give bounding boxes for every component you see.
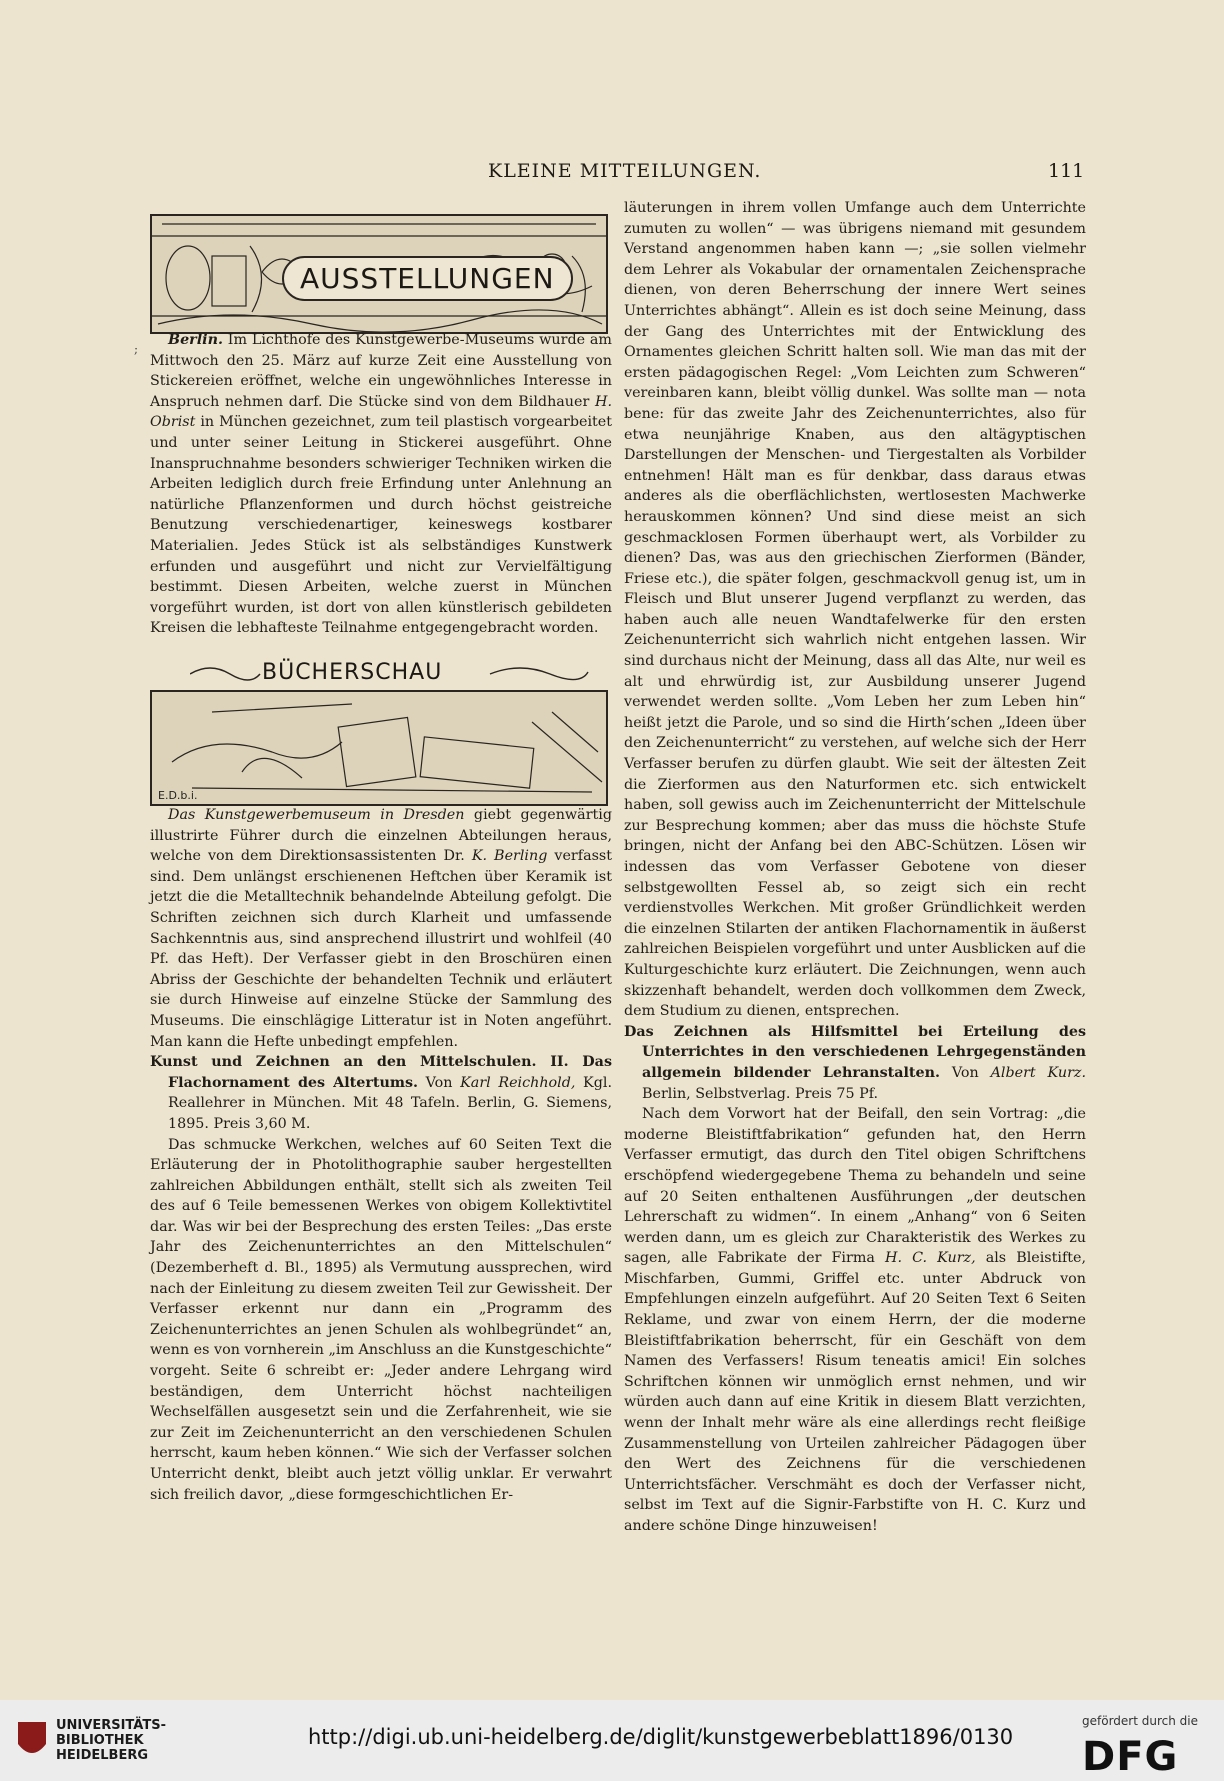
exhibitions-heading: AUSSTELLUNGEN [282,256,573,301]
review-title: Kunst und Zeichnen an den Mittelschulen. II. Das Flachornament des Altertums. [150,1054,612,1091]
exhibitions-banner-illustration [150,214,608,334]
text-segment: Von [418,1074,461,1091]
paragraph-dresden [150,805,612,1052]
review-heading-kurz [624,1022,1086,1104]
book-review-heading-bar [190,660,590,686]
books-banner-illustration [150,690,608,806]
text-segment: Berlin, Selbstverlag. Preis 75 Pf. [642,1085,879,1102]
text-segment: Nach dem Vorwort hat der Beifall, den sein Vortrag: „die moderne Bleistiftfabrikation“ gefunden hat, den Herrn Verfasser ermutigt, das durch den Titel obigen Schriftchens erschöpfend wiedergegebene Thema zu behandeln und seine auf 20 Seiten enthaltenen Ausführungen „der deutschen Lehrerschaft zu widmen“. In einem „Anhang“ von 6 Seiten werden dann, um es gleich zur Charakteristik des Werkes zu sagen, alle Fabrikate der Firma [624,1106,1086,1267]
review-title: Das Zeichnen als Hilfsmittel bei Erteilung des Unterrichtes in den verschiedenen Lehrgegenständen allgemein bildender Lehranstalten. [624,1023,1086,1081]
university-seal-icon [14,1718,50,1762]
library-name [56,1718,166,1763]
text-segment: in München gezeichnet, zum teil plastisch vorgearbeitet und unter seiner Leitung in Stickerei ausgeführt. Ohne Inanspruchnahme besonders schwieriger Techniken wirken die Arbeiten lediglich durch freie Erfindung unter Anlehnung an natürliche Pflanzenformen und durch höchst geistreiche Benutzung verschiedenartiger, keineswegs kostbarer Materialien. Jedes Stück ist als selbständiges Kunstwerk erfunden und ausgeführt und nicht zur Vervielfältigung bestimmt. Diesen Arbeiten, welche zuerst in München vorgeführt wurden, ist dort von allen künstlerisch gebildeten Kreisen die lebhafteste Teilnahme entgegengebracht worden. [150,414,612,637]
margin-mark: ; [134,342,139,356]
artist-signature: E.D.b.i. [158,789,198,802]
paragraph-kurz-review [624,1104,1086,1536]
text-segment: verfasst sind. Dem unlängst erschienenen Heftchen über Keramik ist jetzt die die Metalltechnik behandelnde Abteilung gefolgt. Die Schriften zeichnen sich durch Klarheit und umfassende Sachkenntnis aus, sind ansprechend illustrirt und wohlfeil (40 Pf. das Heft). Der Verfasser giebt in den Broschüren einen Abriss der Geschichte der behandelten Technik und erläutert sie durch Hinweise auf einzelne Stücke der Sammlung des Museums. Die einschlägige Litteratur ist in Noten angeführt. Man kann die Hefte unbedingt empfehlen. [150,848,613,1050]
page-number: 111 [1048,160,1085,182]
library-line: UNIVERSITÄTS- [56,1718,166,1733]
running-header [0,160,1224,190]
text-segment: Kgl. Reallehrer in München. Mit 48 Tafeln. Berlin, G. Siemens, 1895. Preis 3,60 M. [168,1074,612,1132]
digitization-footer [0,1700,1224,1781]
review-author: Karl Reichhold, [460,1074,576,1091]
paragraph-berlin [150,330,612,639]
text-segment: Im Lichthofe des Kunstgewerbe-Museums wurde am Mittwoch den 25. März auf kurze Zeit eine Ausstellung von Stickereien eröffnet, welche ein ungewöhnliches Interesse in Anspruch nehmen darf. Die Stücke sind von dem Bildhauer [150,332,612,410]
review-author: Albert Kurz. [990,1064,1087,1081]
funding-note: gefördert durch die [1082,1714,1198,1728]
left-column-bottom [150,805,612,1505]
text-segment: als Bleistifte, Mischfarben, Gummi, Griffel etc. unter Abdruck von Empfehlungen einzeln aufgeführt. Auf 20 Seiten Text 6 Seiten Reklame, und zwar von einem Herrn, der die moderne Bleistiftfabrikation beherrscht, für ein Geschäft von dem Namen des Verfassers! Risum teneatis amici! Ein solches Schriftchen können wir unmöglich ernst nehmen, und wir würden auch dann auf eine Kritik in diesem Blatt verzichten, wenn der Inhalt mehr wäre als eine allerdings recht fleißige Zusammenstellung von Urteilen zahlreicher Pädagogen über den Wert des Zeichnens für die verschiedenen Unterrichtsfächer. Verschmäht es doch der Verfasser nicht, selbst im Text auf die Signir-Farbstifte von H. C. Kurz und andere schöne Dinge hinzuweisen! [624,1250,1087,1534]
books-heading: BÜCHERSCHAU [262,660,443,685]
name-berling: K. Berling [471,848,548,865]
library-line: HEIDELBERG [56,1748,149,1763]
text-segment: Von [940,1064,991,1081]
firm-name: H. C. Kurz, [885,1250,976,1267]
review-heading-reichhold [150,1052,612,1134]
right-column [624,198,1086,1537]
books-illustration-icon [152,692,606,804]
dfg-logo: DFG [1082,1734,1179,1780]
source-url-link[interactable]: http://digi.ub.uni-heidelberg.de/diglit/kunstgewerbeblatt1896/0130 [308,1725,1014,1749]
left-column-top [150,330,612,639]
lead-berlin: Berlin. [168,332,223,348]
library-line: BIBLIOTHEK [56,1733,144,1748]
header-title: KLEINE MITTEILUNGEN. [488,160,762,182]
paragraph-review-body: Das schmucke Werkchen, welches auf 60 Seiten Text die Erläuterung der in Photolithographie sauber hergestellten zahlreichen Abbildungen enthält, stellt sich als zweiten Teil des auf 6 Teile bemessenen Werkes von obigem Kollektivtitel dar. Was wir bei der Besprechung des ersten Teiles: „Das erste Jahr des Zeichenunterrichtes an den Mittelschulen“ (Dezemberheft d. Bl., 1895) als Vermutung aussprechen, wird nach der Einleitung zu diesem zweiten Teil zur Gewissheit. Der Verfasser erkennt nur dann ein „Programm des Zeichenunterrichtes an jenen Schulen als wohlbegründet“ an, wenn es von vornherein „im Anschluss an die Kunstgeschichte“ vorgeht. Seite 6 schreibt er: „Jeder andere Lehrgang wird beständigen, dem Unterricht höchst nachteiligen Wechselfällen ausgesetzt sein und die Zerfahrenheit, wie sie zur Zeit im Zeichenunterricht an den verschiedenen Schulen herrscht, kaum heben können.“ Wie sich der Verfasser solchen Unterricht denkt, bleibt auch jetzt völlig unklar. Er verwahrt sich freilich davor, „diese formgeschichtlichen Er- [150,1136,612,1503]
text-segment: giebt gegenwärtig illustrirte Führer durch die einzelnen Abteilungen heraus, welche von dem Direktionsassistenten Dr. [150,807,612,865]
name-obrist: H. Obrist [150,393,612,431]
lead-dresden: Das Kunstgewerbemuseum in Dresden [168,807,465,823]
paragraph-continued: läuterungen in ihrem vollen Umfange auch dem Unterrichte zumuten zu wollen“ — was übrigens niemand mit gesundem Verstand angenommen haben kann —; „sie sollen vielmehr dem Lehrer als Vokabular der ornamentalen Zeichensprache dienen, von deren Beherrschung der innere Wert seines Unterrichtes abhängt“. Allein es ist doch seine Meinung, dass der Gang des Unterrichtes mit der Entwicklung des Ornamentes gleichen Schritt halten soll. Wie man das mit der ersten pädagogischen Regel: „Vom Leichten zum Schweren“ vereinbaren kann, bleibt völlig dunkel. Was sollte man — nota bene: für das zweite Jahr des Zeichenunterrichtes, also für etwa neunjährige Knaben, aus den altägyptischen Darstellungen der Menschen- und Tiergestalten als Vorbilder entnehmen! Hält man es für denkbar, dass daraus etwas anderes als die oberflächlichsten, wertlosesten Machwerke herauskommen können? Und sind diese meist an sich geschmacklosen Formen überhaupt wert, als Vorbilder zu dienen? Das, was aus den griechischen Zierformen (Bänder, Friese etc.), die später folgen, geschmackvoll genug ist, um in Fleisch und Blut unserer Jugend verpflanzt zu werden, das haben auch alle neuen Wandtafelwerke für den ersten Zeichenunterricht sich wahrlich nicht entgehen lassen. Wir sind durchaus nicht der Meinung, dass all das Alte, nur weil es alt und ehrwürdig ist, zur Ausbildung unserer Jugend verwendet werden sollte. „Vom Leben her zum Leben hin“ heißt jetzt die Parole, und so sind die Hirth’schen „Ideen über den Zeichenunterricht“ zu verstehen, auf welche sich der Herr Verfasser berufen zu dürfen glaubt. Wie seit der ältesten Zeit die Zierformen aus den Naturformen etc. sich entwickelt haben, soll gewiss auch im Zeichenunterricht der Mittelschule zur Besprechung kommen; aber das muss die höchste Stufe bringen, nicht der Anfang bei den ABC-Schützen. Lösen wir indessen das vom Verfasser Gebotene von dieser selbstgewollten Fessel ab, so zeigt sich ein recht verdienstvolles Werkchen. Mit großer Gründlichkeit werden die einzelnen Stilarten der antiken Flachornamentik in äußerst zahlreichen Beispielen vorgeführt und unter Ausblicken auf die Kulturgeschichte kurz erläutert. Die Zeichnungen, wenn auch skizzenhaft behandelt, werden doch vollkommen dem Zweck, dem Studium zu dienen, entsprechen. [624,200,1086,1020]
